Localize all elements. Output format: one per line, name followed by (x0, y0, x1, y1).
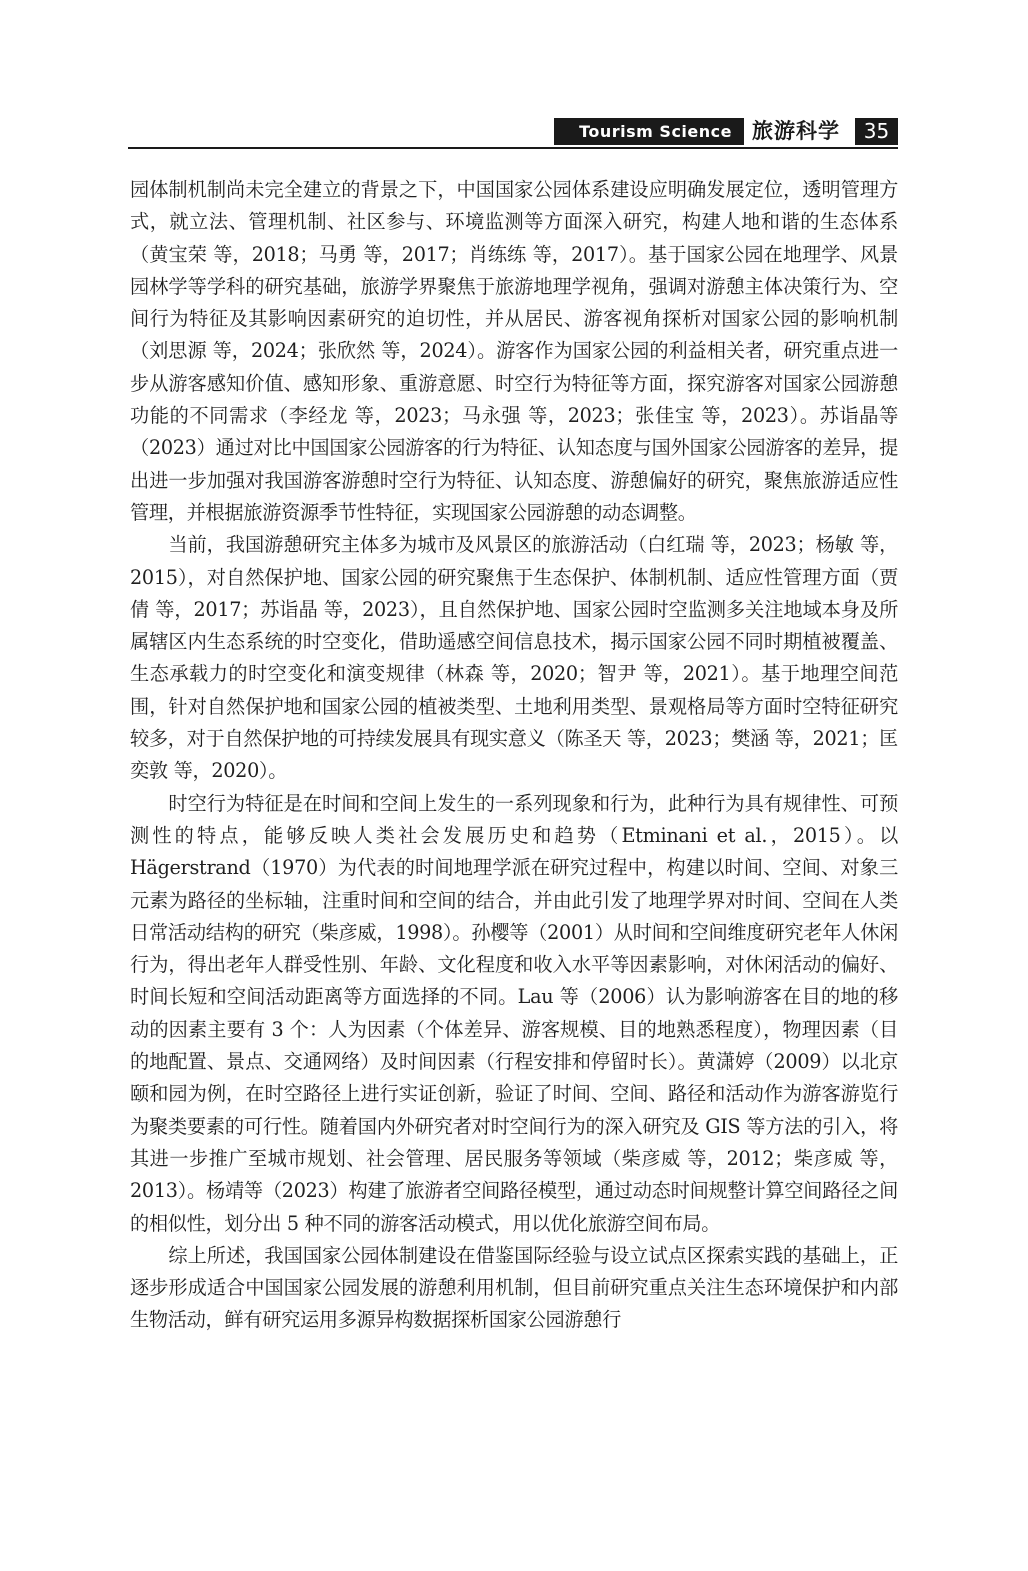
header-divider (128, 147, 898, 149)
journal-title-cn: 旅游科学 (752, 118, 840, 143)
paragraph: 园体制机制尚未完全建立的背景之下，中国国家公园体系建设应明确发展定位，透明管理方式，就立法、管理机制、社区参与、环境监测等方面深入研究，构建人地和谐的生态体系（黄宝荣 等，2018；马勇 等，2017；肖练练 等，2017）。基于国家公园在地理学、风景园林学等学科的研究基础，旅游学界聚焦于旅游地理学视角，强调对游憩主体决策行为、空间行为特征及其影响因素研究的迫切性，并从居民、游客视角探析对国家公园的影响机制（刘思源 等，2024；张欣然 等，2024）。游客作为国家公园的利益相关者，研究重点进一步从游客感知价值、感知形象、重游意愿、时空行为特征等方面，探究游客对国家公园游憩功能的不同需求（李经龙 等，2023；马永强 等，2023；张佳宝 等，2023）。苏诣晶等（2023）通过对比中国国家公园游客的行为特征、认知态度与国外国家公园游客的差异，提出进一步加强对我国游客游憩时空行为特征、认知态度、游憩偏好的研究，聚焦旅游适应性管理，并根据旅游资源季节性特征，实现国家公园游憩的动态调整。 (130, 178, 898, 524)
journal-title-en: Tourism Science (554, 118, 744, 145)
article-body (130, 174, 898, 1337)
page-number: 35 (855, 118, 898, 145)
paragraph: 综上所述，我国国家公园体制建设在借鉴国际经验与设立试点区探索实践的基础上，正逐步形成适合中国国家公园发展的游憩利用机制，但目前研究重点关注生态环境保护和内部生物活动，鲜有研究运用多源异构数据探析国家公园游憩行 (130, 1243, 898, 1332)
paragraph: 时空行为特征是在时间和空间上发生的一系列现象和行为，此种行为具有规律性、可预测性的特点，能够反映人类社会发展历史和趋势（Etminani et al.，2015）。以 Hägerstrand（1970）为代表的时间地理学派在研究过程中，构建以时间、空间、对象三元素为路径的坐标轴，注重时间和空间的结合，并由此引发了地理学界对时间、空间在人类日常活动结构的研究（柴彦威，1998）。孙樱等（2001）从时间和空间维度研究老年人休闲行为，得出老年人群受性别、年龄、文化程度和收入水平等因素影响，对休闲活动的偏好、时间长短和空间活动距离等方面选择的不同。Lau 等（2006）认为影响游客在目的地的移动的因素主要有 3 个：人为因素（个体差异、游客规模、目的地熟悉程度），物理因素（目的地配置、景点、交通网络）及时间因素（行程安排和停留时长）。黄潇婷（2009）以北京颐和园为例，在时空路径上进行实证创新，验证了时间、空间、路径和活动作为游客游览行为聚类要素的可行性。随着国内外研究者对时空间行为的深入研究及 GIS 等方法的引入，将其进一步推广至城市规划、社会管理、居民服务等领域（柴彦威 等，2012；柴彦威 等，2013）。杨靖等（2023）构建了旅游者空间路径模型，通过动态时间规整计算空间路径之间的相似性，划分出 5 种不同的游客活动模式，用以优化旅游空间布局。 (130, 791, 898, 1235)
paragraph: 当前，我国游憩研究主体多为城市及风景区的旅游活动（白红瑞 等，2023；杨敏 等，2015），对自然保护地、国家公园的研究聚焦于生态保护、体制机制、适应性管理方面（贾倩 等，2017；苏诣晶 等，2023），且自然保护地、国家公园时空监测多关注地域本身及所属辖区内生态系统的时空变化，借助遥感空间信息技术，揭示国家公园不同时期植被覆盖、生态承载力的时空变化和演变规律（林森 等，2020；智尹 等，2021）。基于地理空间范围，针对自然保护地和国家公园的植被类型、土地利用类型、景观格局等方面时空特征研究较多，对于自然保护地的可持续发展具有现实意义（陈圣天 等，2023；樊涵 等，2021；匡奕敦 等，2020）。 (130, 533, 898, 783)
running-header (128, 116, 898, 156)
